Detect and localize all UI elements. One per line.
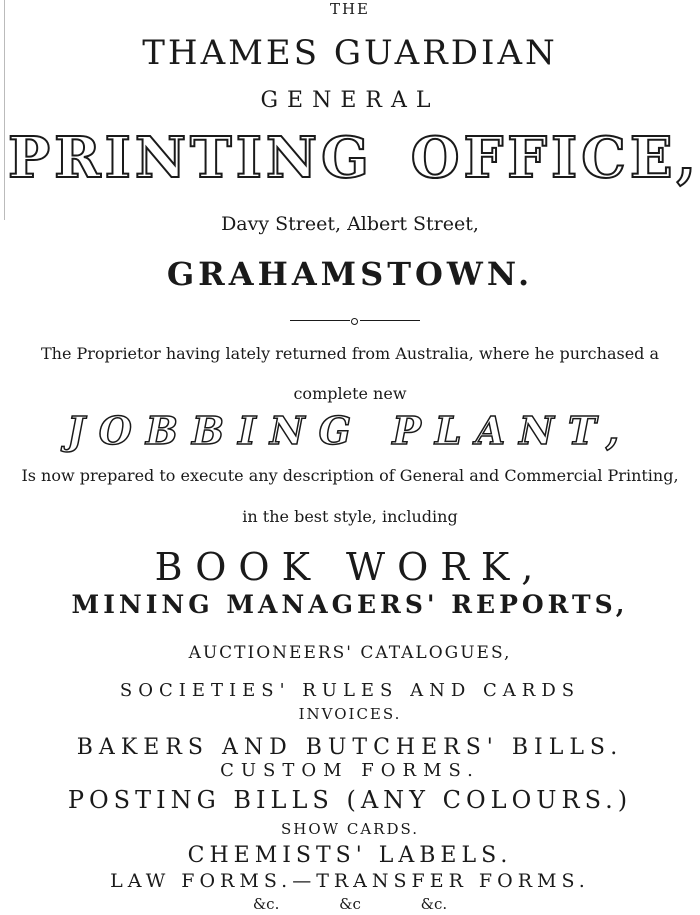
service-bakers-bills: BAKERS AND BUTCHERS' BILLS. — [76, 735, 624, 760]
printing-office-heading: PRINTING OFFICE, — [8, 125, 700, 191]
service-posting-bills: POSTING BILLS (ANY COLOURS.) — [67, 786, 633, 814]
service-societies-rules: SOCIETIES' RULES AND CARDS — [119, 680, 581, 701]
prepared-text: Is now prepared to execute any description of General and Commercial Printing, — [21, 466, 679, 485]
ornamental-divider — [290, 318, 420, 324]
service-book-work: BOOK WORK, — [154, 545, 546, 589]
header-the: THE — [329, 0, 371, 18]
town-name: GRAHAMSTOWN. — [166, 255, 534, 293]
newspaper-title: THAMES GUARDIAN — [142, 33, 558, 73]
service-auctioneers-catalogues: AUCTIONEERS' CATALOGUES, — [188, 643, 512, 663]
street-address: Davy Street, Albert Street, — [221, 213, 479, 235]
service-invoices: INVOICES. — [298, 705, 402, 723]
service-chemists-labels: CHEMISTS' LABELS. — [187, 843, 513, 868]
service-law-forms: LAW FORMS.—TRANSFER FORMS. — [110, 870, 590, 892]
best-style-text: in the best style, including — [242, 507, 458, 526]
jobbing-plant-heading: JOBBING PLANT, — [66, 408, 634, 453]
intro-text-line-2: complete new — [293, 384, 407, 403]
header-general: GENERAL — [260, 88, 440, 113]
service-custom-forms: CUSTOM FORMS. — [220, 760, 480, 781]
intro-text-line-1: The Proprietor having lately returned from Australia, where he purchased a — [40, 344, 660, 363]
service-show-cards: SHOW CARDS. — [281, 820, 419, 838]
service-mining-reports: MINING MANAGERS' REPORTS, — [71, 590, 629, 619]
etcetera-line: &c. &c &c. — [252, 895, 448, 913]
